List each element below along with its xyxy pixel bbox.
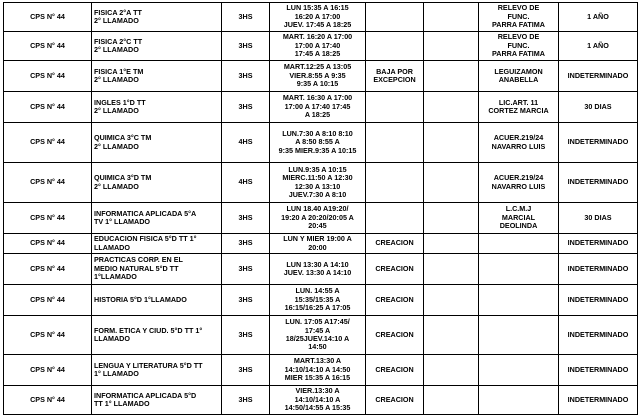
period-cell: INDETERMINADO bbox=[559, 316, 638, 355]
table-row bbox=[4, 123, 638, 163]
teacher-cell bbox=[479, 234, 559, 254]
school-cell: CPS N° 44 bbox=[4, 163, 92, 203]
period-cell: 30 DIAS bbox=[559, 92, 638, 123]
status-cell bbox=[366, 123, 424, 163]
status-cell bbox=[366, 203, 424, 234]
period-cell: INDETERMINADO bbox=[559, 163, 638, 203]
table-row bbox=[4, 285, 638, 316]
hours-cell: 4HS bbox=[222, 163, 270, 203]
hours-cell: 3HS bbox=[222, 316, 270, 355]
hours-cell: 3HS bbox=[222, 386, 270, 415]
table-row bbox=[4, 32, 638, 61]
table-row bbox=[4, 203, 638, 234]
blank-cell bbox=[424, 123, 479, 163]
period-cell: INDETERMINADO bbox=[559, 123, 638, 163]
subject-cell: INFORMATICA APLICADA 5°D TT 1° LLAMADO bbox=[92, 386, 222, 415]
school-cell: CPS N° 44 bbox=[4, 92, 92, 123]
teacher-cell: LEGUIZAMON ANABELLA bbox=[479, 61, 559, 92]
hours-cell: 3HS bbox=[222, 285, 270, 316]
table-body bbox=[4, 3, 638, 415]
subject-cell: FISICA 1°E TM 2° LLAMADO bbox=[92, 61, 222, 92]
school-cell: CPS N° 44 bbox=[4, 285, 92, 316]
teacher-cell bbox=[479, 386, 559, 415]
subject-cell: HISTORIA 5°D 1°LLAMADO bbox=[92, 285, 222, 316]
period-cell: INDETERMINADO bbox=[559, 61, 638, 92]
table-row bbox=[4, 163, 638, 203]
blank-cell bbox=[424, 203, 479, 234]
blank-cell bbox=[424, 386, 479, 415]
vacancy-table bbox=[3, 2, 638, 415]
blank-cell bbox=[424, 234, 479, 254]
subject-cell: LENGUA Y LITERATURA 5°D TT 1° LLAMADO bbox=[92, 355, 222, 386]
hours-cell: 3HS bbox=[222, 254, 270, 285]
blank-cell bbox=[424, 163, 479, 203]
schedule-cell: MART.13:30 A 14:10/14:10 A 14:50 MIER 15:35 A 16:15 bbox=[270, 355, 366, 386]
teacher-cell: RELEVO DE FUNC. PARRA FATIMA bbox=[479, 3, 559, 32]
hours-cell: 3HS bbox=[222, 92, 270, 123]
subject-cell: QUIMICA 3°D TM 2° LLAMADO bbox=[92, 163, 222, 203]
status-cell: CREACION bbox=[366, 254, 424, 285]
subject-cell: FORM. ETICA Y CIUD. 5°D TT 1° LLAMADO bbox=[92, 316, 222, 355]
schedule-cell: LUN.7:30 A 8:10 8:10 A 8:50 8:55 A 9:35 MIER.9:35 A 10:15 bbox=[270, 123, 366, 163]
school-cell: CPS N° 44 bbox=[4, 355, 92, 386]
teacher-cell: RELEVO DE FUNC. PARRA FATIMA bbox=[479, 32, 559, 61]
table-row bbox=[4, 61, 638, 92]
period-cell: INDETERMINADO bbox=[559, 386, 638, 415]
status-cell bbox=[366, 163, 424, 203]
subject-cell: FISICA 2°A TT 2° LLAMADO bbox=[92, 3, 222, 32]
period-cell: 1 AÑO bbox=[559, 32, 638, 61]
period-cell: INDETERMINADO bbox=[559, 285, 638, 316]
blank-cell bbox=[424, 355, 479, 386]
status-cell bbox=[366, 3, 424, 32]
hours-cell: 3HS bbox=[222, 32, 270, 61]
subject-cell: EDUCACION FISICA 5°D TT 1° LLAMADO bbox=[92, 234, 222, 254]
blank-cell bbox=[424, 3, 479, 32]
hours-cell: 3HS bbox=[222, 3, 270, 32]
schedule-cell: LUN 15:35 A 16:15 16:20 A 17:00 JUEV. 17:45 A 18:25 bbox=[270, 3, 366, 32]
school-cell: CPS N° 44 bbox=[4, 123, 92, 163]
schedule-cell: LUN 18.40 A19:20/ 19:20 A 20:20/20:05 A 20:45 bbox=[270, 203, 366, 234]
hours-cell: 4HS bbox=[222, 123, 270, 163]
hours-cell: 3HS bbox=[222, 355, 270, 386]
schedule-cell: MART. 16:20 A 17:00 17:00 A 17:40 17:45 A 18:25 bbox=[270, 32, 366, 61]
teacher-cell: LIC.ART. 11 CORTEZ MARCIA bbox=[479, 92, 559, 123]
table-row bbox=[4, 234, 638, 254]
status-cell bbox=[366, 92, 424, 123]
status-cell: CREACION bbox=[366, 386, 424, 415]
period-cell: INDETERMINADO bbox=[559, 234, 638, 254]
blank-cell bbox=[424, 32, 479, 61]
teacher-cell: ACUER.219/24 NAVARRO LUIS bbox=[479, 163, 559, 203]
blank-cell bbox=[424, 61, 479, 92]
status-cell: CREACION bbox=[366, 316, 424, 355]
school-cell: CPS N° 44 bbox=[4, 32, 92, 61]
school-cell: CPS N° 44 bbox=[4, 254, 92, 285]
school-cell: CPS N° 44 bbox=[4, 316, 92, 355]
status-cell: CREACION bbox=[366, 285, 424, 316]
period-cell: INDETERMINADO bbox=[559, 254, 638, 285]
table-row bbox=[4, 316, 638, 355]
schedule-cell: LUN Y MIER 19:00 A 20:00 bbox=[270, 234, 366, 254]
period-cell: 30 DIAS bbox=[559, 203, 638, 234]
teacher-cell bbox=[479, 285, 559, 316]
status-cell bbox=[366, 32, 424, 61]
schedule-cell: VIER.13:30 A 14:10/14:10 A 14:50/14:55 A 15:35 bbox=[270, 386, 366, 415]
table-row bbox=[4, 3, 638, 32]
subject-cell: INGLES 1°D TT 2° LLAMADO bbox=[92, 92, 222, 123]
teacher-cell: ACUER.219/24 NAVARRO LUIS bbox=[479, 123, 559, 163]
hours-cell: 3HS bbox=[222, 61, 270, 92]
teacher-cell: L.C.M.J MARCIAL DEOLINDA bbox=[479, 203, 559, 234]
blank-cell bbox=[424, 92, 479, 123]
teacher-cell bbox=[479, 316, 559, 355]
status-cell: CREACION bbox=[366, 355, 424, 386]
schedule-cell: LUN.9:35 A 10:15 MIERC.11:50 A 12:30 12:30 A 13:10 JUEV.7:30 A 8:10 bbox=[270, 163, 366, 203]
status-cell: BAJA POR EXCEPCION bbox=[366, 61, 424, 92]
school-cell: CPS N° 44 bbox=[4, 61, 92, 92]
subject-cell: PRACTICAS CORP. EN EL MEDIO NATURAL 5°D TT 1°LLAMADO bbox=[92, 254, 222, 285]
period-cell: INDETERMINADO bbox=[559, 355, 638, 386]
subject-cell: FISICA 2°C TT 2° LLAMADO bbox=[92, 32, 222, 61]
blank-cell bbox=[424, 316, 479, 355]
blank-cell bbox=[424, 254, 479, 285]
school-cell: CPS N° 44 bbox=[4, 386, 92, 415]
school-cell: CPS N° 44 bbox=[4, 234, 92, 254]
school-cell: CPS N° 44 bbox=[4, 3, 92, 32]
teacher-cell bbox=[479, 254, 559, 285]
table-row bbox=[4, 92, 638, 123]
status-cell: CREACION bbox=[366, 234, 424, 254]
schedule-cell: MART.12:25 A 13:05 VIER.8:55 A 9:35 9:35 A 10:15 bbox=[270, 61, 366, 92]
schedule-cell: LUN. 14:55 A 15:35/15:35 A 16:15/16:25 A 17:05 bbox=[270, 285, 366, 316]
blank-cell bbox=[424, 285, 479, 316]
schedule-cell: LUN. 17:05 A17:45/ 17:45 A 18/25JUEV.14:10 A 14:50 bbox=[270, 316, 366, 355]
teacher-cell bbox=[479, 355, 559, 386]
hours-cell: 3HS bbox=[222, 234, 270, 254]
period-cell: 1 AÑO bbox=[559, 3, 638, 32]
schedule-cell: LUN 13:30 A 14:10 JUEV. 13:30 A 14:10 bbox=[270, 254, 366, 285]
hours-cell: 3HS bbox=[222, 203, 270, 234]
table-row bbox=[4, 355, 638, 386]
subject-cell: INFORMATICA APLICADA 5°A TV 1° LLAMADO bbox=[92, 203, 222, 234]
subject-cell: QUIMICA 3°C TM 2° LLAMADO bbox=[92, 123, 222, 163]
school-cell: CPS N° 44 bbox=[4, 203, 92, 234]
schedule-cell: MART. 16:30 A 17:00 17:00 A 17:40 17:45 A 18:25 bbox=[270, 92, 366, 123]
table-row bbox=[4, 386, 638, 415]
table-row bbox=[4, 254, 638, 285]
